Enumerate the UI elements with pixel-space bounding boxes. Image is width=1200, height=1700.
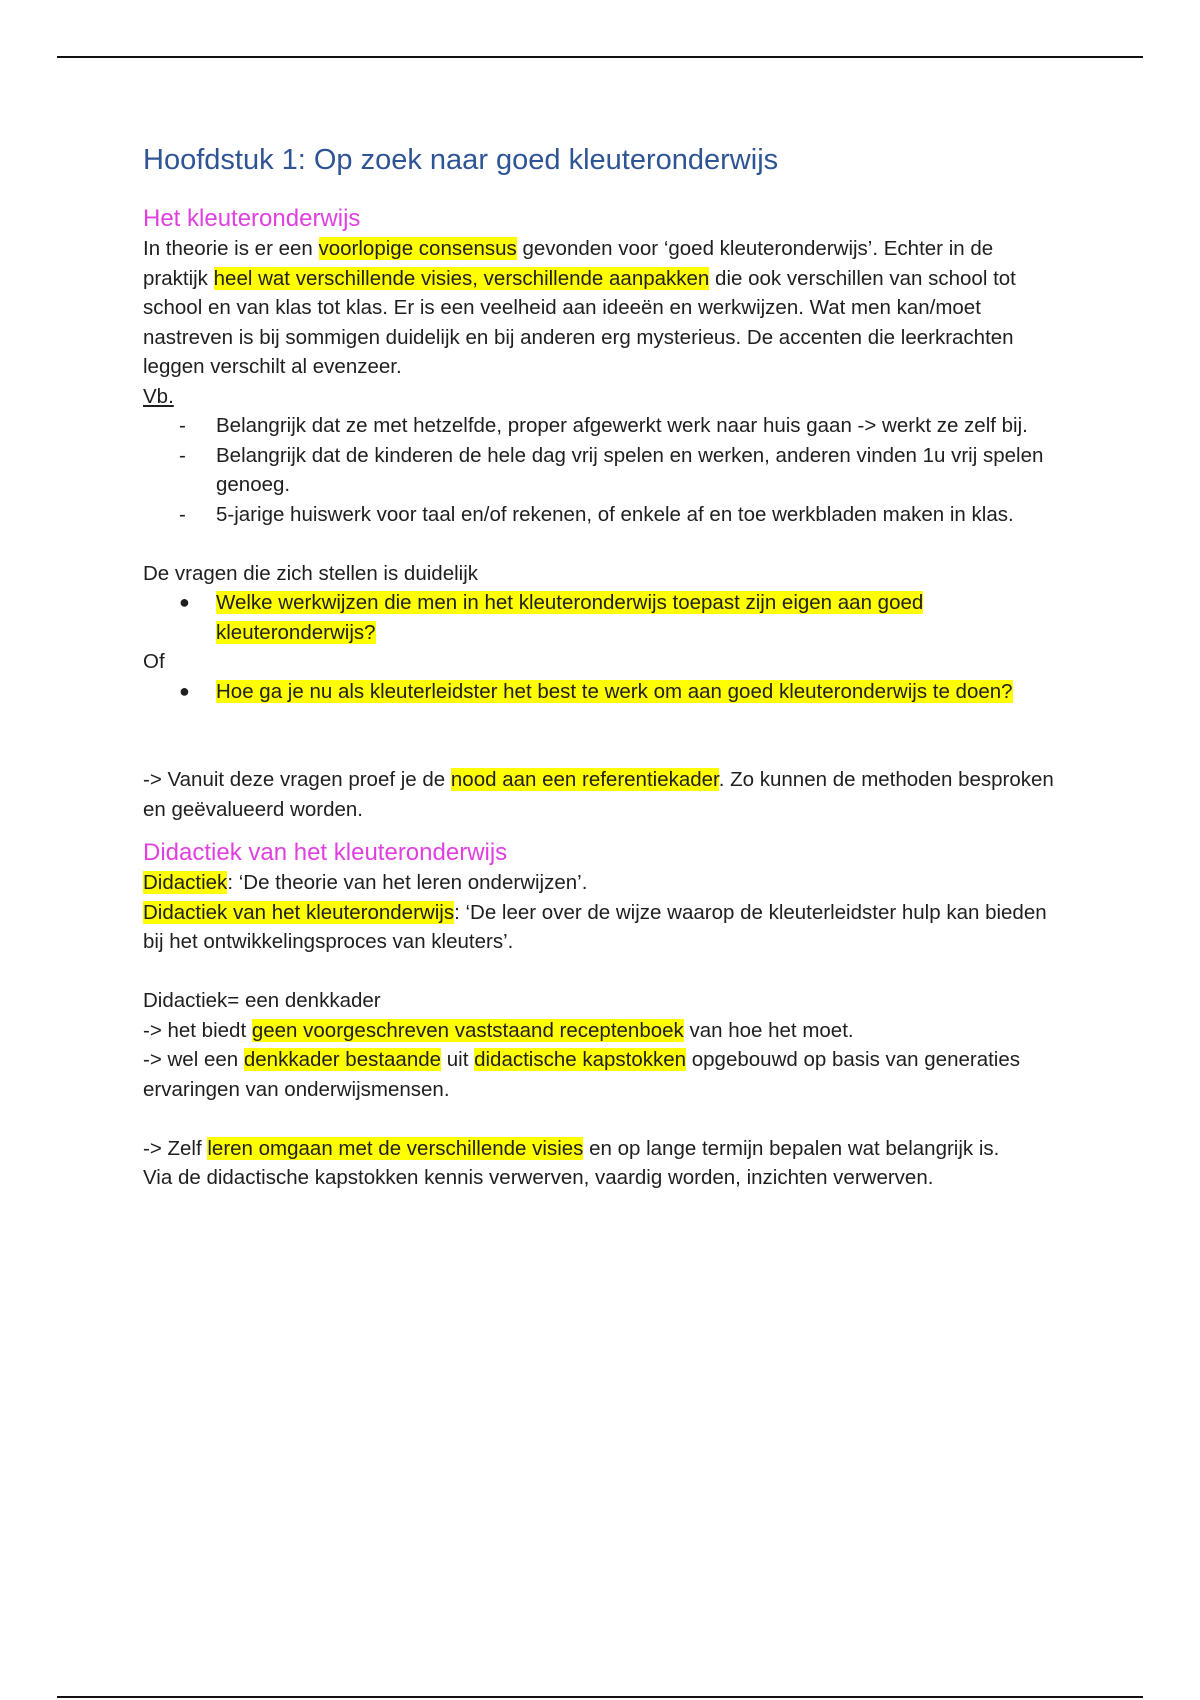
conclusion-paragraph <box>143 765 1063 824</box>
text-run: . Zo kunnen de methoden besproken en geëvalueerd worden. <box>143 768 1054 821</box>
text-run: van hoe het moet. <box>683 1018 854 1042</box>
questions-intro: De vragen die zich stellen is duidelijk <box>143 561 479 585</box>
document-body <box>143 140 1063 1193</box>
denkkader-line <box>143 1016 1063 1046</box>
dash-marker: - <box>179 502 186 526</box>
dash-marker: - <box>179 443 186 467</box>
list-item <box>143 677 1063 707</box>
intro-paragraph <box>143 234 1063 382</box>
text-run: -> wel een <box>143 1048 244 1071</box>
text-run: : ‘De leer over de wijze waarop de kleuterleidster hulp kan bieden bij het ontwikkelingsproces van kleuters’. <box>143 900 1047 953</box>
question-text: Welke werkwijzen die men in het kleuteronderwijs toepast zijn eigen aan goed kleuteronderwijs? <box>216 591 924 644</box>
text-run: : ‘De theorie van het leren onderwijzen’. <box>227 871 588 894</box>
highlight: didactische kapstokken <box>474 1048 687 1071</box>
spacer <box>143 1104 1063 1134</box>
section-heading-kleuteronderwijs: Het kleuteronderwijs <box>143 205 361 232</box>
text-run: -> het biedt <box>143 1018 252 1042</box>
text-run: opgebouwd op basis van generaties ervaringen van onderwijsmensen. <box>143 1048 1020 1101</box>
list-item-text: Belangrijk dat de kinderen de hele dag vrij spelen en werken, anderen vinden 1u vrij spelen genoeg. <box>216 443 1044 496</box>
denkkader-title: Didactiek= een denkkader <box>143 989 381 1012</box>
highlight: heel wat verschillende visies, verschillende aanpakken <box>213 266 710 290</box>
section-heading-didactiek: Didactiek van het kleuteronderwijs <box>143 839 508 866</box>
dash-marker: - <box>179 414 186 437</box>
bullet-marker: ● <box>179 592 190 612</box>
highlight: voorlopige consensus <box>318 237 517 260</box>
text-run: die ook verschillen van school tot school en van klas tot klas. Er is een veelheid aan ideeën en werkwijzen. Wat men kan/moet nastreven is bij sommigen duidelijk en bij anderen erg mysterieus. De accenten die leerkrachten leggen verschilt al evenzeer. <box>143 266 1016 378</box>
list-item <box>143 500 1063 530</box>
spacer <box>143 957 1063 987</box>
text-run: en op lange termijn bepalen wat belangrijk is. <box>583 1136 1000 1160</box>
denkkader-line <box>143 1045 1063 1104</box>
page-title: Hoofdstuk 1: Op zoek naar goed kleuteronderwijs <box>143 144 779 176</box>
bullet-marker: ● <box>179 680 190 701</box>
highlight: denkkader bestaande <box>243 1048 442 1071</box>
highlight: geen voorgeschreven vaststaand receptenboek <box>251 1018 684 1042</box>
highlight: Didactiek <box>143 871 228 894</box>
text-run: uit <box>441 1048 475 1071</box>
list-item <box>143 411 1063 441</box>
example-list <box>143 411 1063 529</box>
question-list <box>143 677 1063 707</box>
highlight: nood aan een referentiekader <box>450 768 719 791</box>
spacer <box>143 529 1063 559</box>
highlight: leren omgaan met de verschillende visies <box>207 1136 584 1160</box>
or-label: Of <box>143 650 165 673</box>
text-run: -> Vanuit deze vragen proef je de <box>143 768 451 791</box>
list-item <box>143 588 1063 647</box>
bottom-rule <box>57 1696 1143 1698</box>
spacer <box>143 824 1063 838</box>
text-run: -> Zelf <box>143 1136 208 1160</box>
text-run: In theorie is er een <box>143 237 319 260</box>
question-text: Hoe ga je nu als kleuterleidster het best te werk om aan goed kleuteronderwijs te doen? <box>216 679 1013 703</box>
highlight: Didactiek van het kleuteronderwijs <box>143 900 455 924</box>
example-label: Vb. <box>143 384 174 408</box>
top-rule <box>57 56 1143 58</box>
definition-didactiek-kleuteronderwijs <box>143 898 1063 957</box>
question-list <box>143 588 1063 647</box>
list-item-text: 5-jarige huiswerk voor taal en/of rekenen, of enkele af en toe werkbladen maken in klas. <box>216 502 1014 526</box>
definition-didactiek <box>143 868 1063 898</box>
list-item-text: Belangrijk dat ze met hetzelfde, proper afgewerkt werk naar huis gaan -> werkt ze zelf bij. <box>216 414 1028 437</box>
closing-line: Via de didactische kapstokken kennis verwerven, vaardig worden, inzichten verwerven. <box>143 1166 934 1189</box>
spacer <box>143 706 1063 765</box>
text-run: gevonden voor ‘goed kleuteronderwijs’. Echter in de praktijk <box>143 237 994 290</box>
list-item <box>143 441 1063 500</box>
closing-line <box>143 1134 1063 1164</box>
